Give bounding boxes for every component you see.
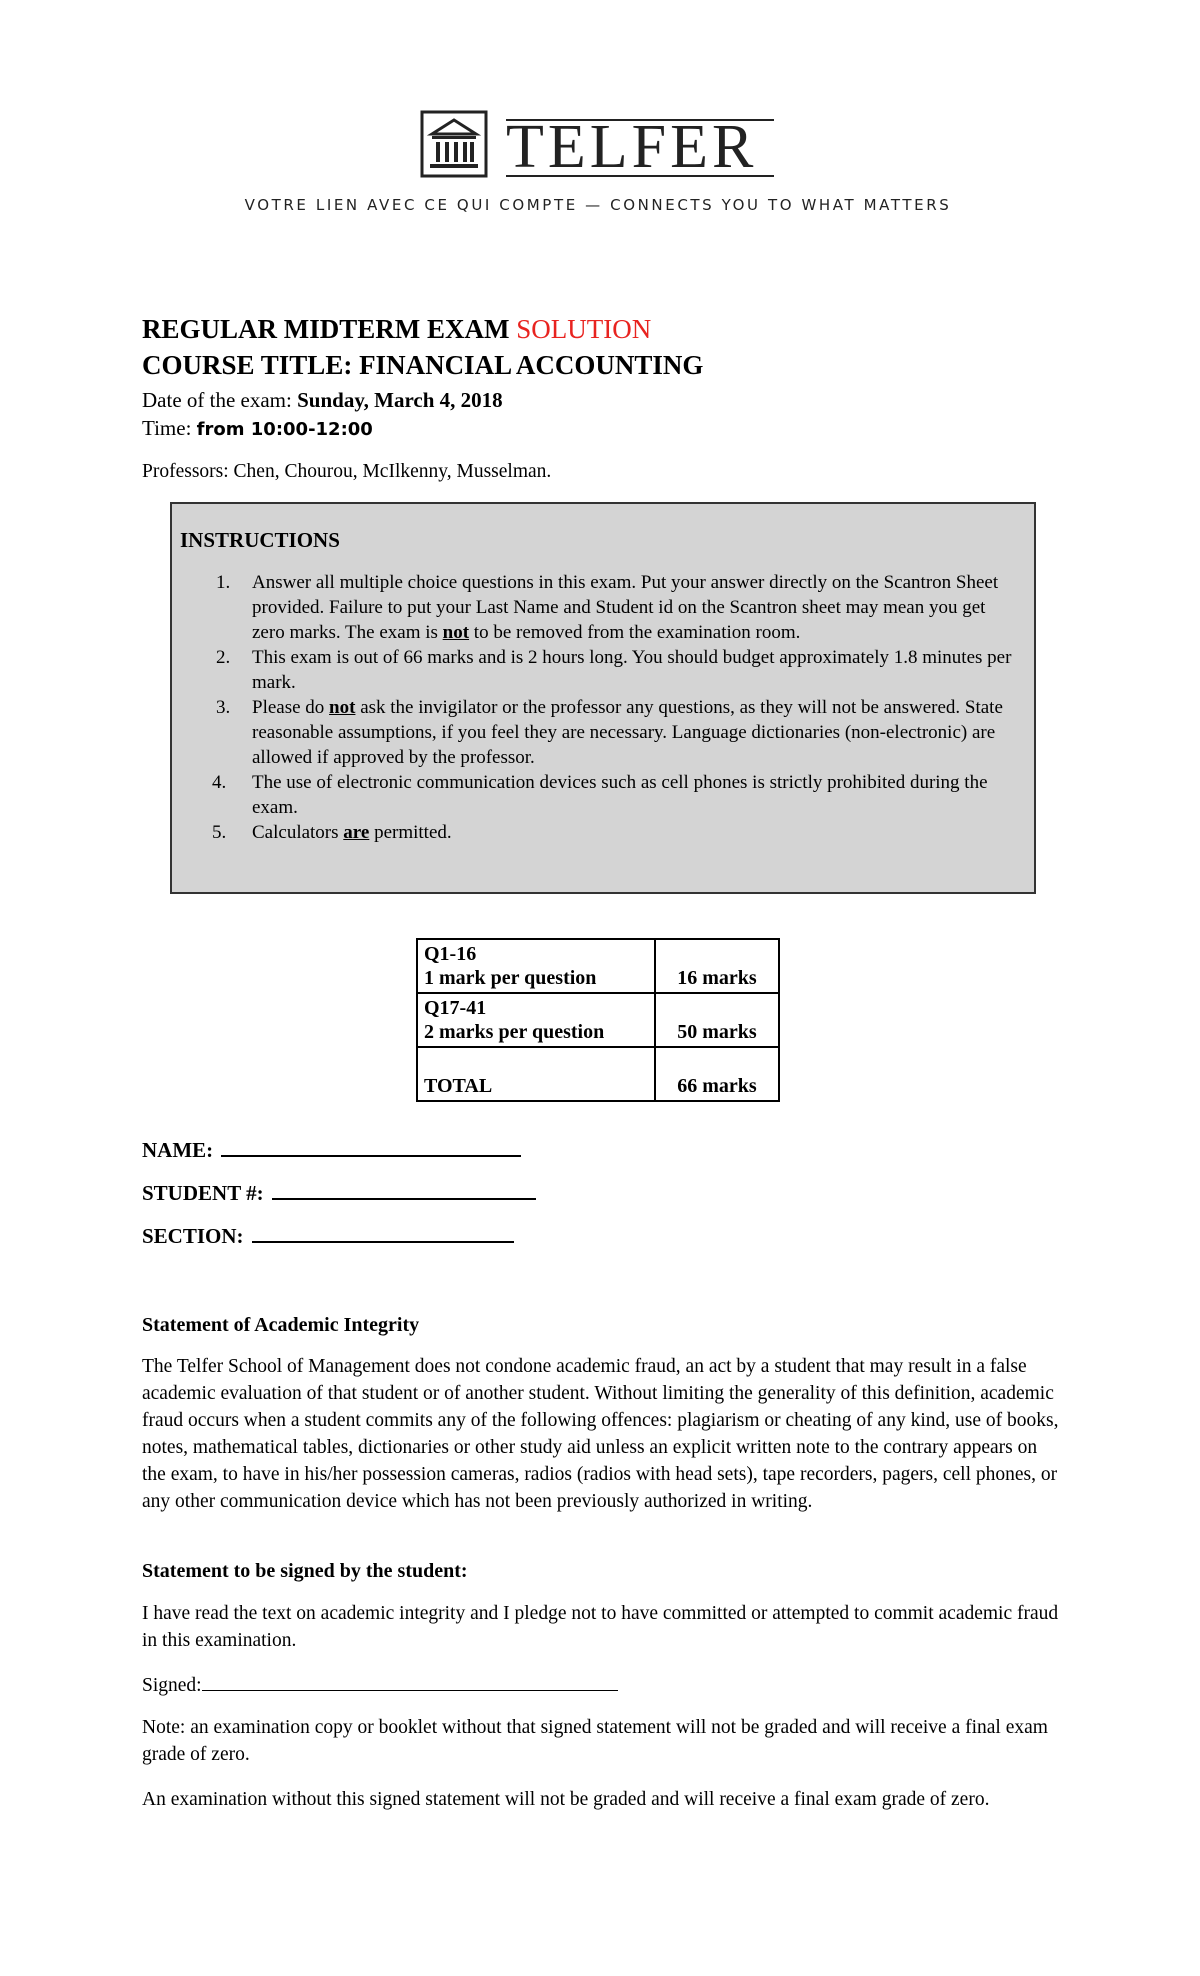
final-note: An examination without this signed statement will not be graded and will receive a final exam grade of zero. [142, 1789, 990, 1810]
instruction-number: 4. [212, 772, 227, 793]
table-row [417, 1047, 779, 1101]
instruction-item-2 [180, 645, 1020, 695]
signature-blank[interactable] [202, 1672, 618, 1691]
row-range: Q1-16 [424, 943, 477, 965]
instruction-emphasis: not [442, 622, 470, 643]
student-blank[interactable] [272, 1180, 536, 1200]
telfer-logo-text: TELFER [506, 113, 758, 181]
row-desc: 1 mark per question [424, 967, 597, 989]
instruction-text: This exam is out of 66 marks and is 2 hours long. You should budget approximately 1.8 minutes per mark. [252, 647, 1012, 693]
instruction-number: 5. [212, 822, 227, 843]
section-field [142, 1222, 514, 1250]
student-label: STUDENT #: [142, 1181, 264, 1205]
section-blank[interactable] [252, 1223, 514, 1243]
exam-title-solution: SOLUTION [516, 314, 652, 344]
name-label: NAME: [142, 1138, 214, 1162]
table-cell-marks: 16 marks [655, 939, 779, 993]
name-blank[interactable] [221, 1137, 521, 1157]
table-cell [417, 1047, 655, 1101]
name-field [142, 1136, 521, 1164]
instruction-number: 2. [216, 647, 231, 668]
table-cell [417, 993, 655, 1047]
exam-date-value: Sunday, March 4, 2018 [297, 388, 503, 412]
instruction-text: The use of electronic communication devices such as cell phones is strictly prohibited during the exam. [252, 772, 988, 818]
instruction-emphasis: are [343, 822, 370, 843]
table-cell-marks: 66 marks [655, 1047, 779, 1101]
note: Note: an examination copy or booklet without that signed statement will not be graded and will receive a final exam grade of zero. [142, 1717, 1048, 1765]
exam-title-prefix: REGULAR MIDTERM EXAM [142, 314, 510, 344]
instruction-text: Calculators [252, 822, 344, 843]
table-row [417, 993, 779, 1047]
exam-time-label: Time: [142, 416, 192, 440]
row-range: Q17-41 [424, 997, 487, 1019]
instruction-number: 3. [216, 697, 231, 718]
exam-date [142, 386, 503, 414]
instruction-text: Answer all multiple choice questions in this exam. Put your answer directly on the Scantron Sheet provided. Failure to put your Last Name and Student id on the Scantron sheet may mean you get zero marks. The exam is [252, 572, 999, 643]
signed-line [142, 1672, 1062, 1699]
instruction-item-4 [180, 770, 1020, 820]
exam-title [142, 312, 651, 346]
instruction-item-3 [180, 695, 1020, 770]
table-cell [417, 939, 655, 993]
student-field [142, 1179, 536, 1207]
instruction-text: to be removed from the examination room. [469, 622, 801, 643]
exam-time [142, 414, 373, 444]
sign-heading: Statement to be signed by the student: [142, 1560, 468, 1582]
instruction-text: ask the invigilator or the professor any questions, as they will not be answered. State reasonable assumptions, if you feel they are necessary. Language dictionaries (non-electronic) are allowed if approved by the professor. [252, 697, 1003, 768]
row-desc: 2 marks per question [424, 1021, 605, 1043]
instruction-item-5 [180, 820, 1020, 845]
course-title: COURSE TITLE: FINANCIAL ACCOUNTING [142, 350, 704, 380]
integrity-body: The Telfer School of Management does not condone academic fraud, an act by a student that may result in a false academic evaluation of that student or of another student. Without limiting the generality of this definition, academic fraud occurs when a student commits any of the following offences: plagiarism or cheating of any kind, use of books, notes, mathematical tables, dictionaries or other study aid unless an explicit written note to the contrary appears on the exam, to have in his/her possession cameras, radios (radios with head sets), tape recorders, pagers, cell phones, or any other communication device which has not been previously authorized in writing. [142, 1356, 1059, 1512]
pledge: I have read the text on academic integrity and I pledge not to have committed or attempted to commit academic fraud in this examination. [142, 1603, 1059, 1651]
marks-table [416, 938, 780, 1102]
instruction-number: 1. [216, 572, 231, 593]
instruction-text: Please do [252, 697, 330, 718]
tagline: VOTRE LIEN AVEC CE QUI COMPTE — CONNECTS YOU TO WHAT MATTERS [244, 196, 952, 214]
table-row [417, 939, 779, 993]
integrity-heading: Statement of Academic Integrity [142, 1314, 420, 1336]
section-label: SECTION: [142, 1224, 244, 1248]
instruction-text: permitted. [369, 822, 452, 843]
instruction-item-1 [180, 570, 1020, 645]
instructions-title: INSTRUCTIONS [180, 528, 340, 552]
professors: Professors: Chen, Chourou, McIlkenny, Musselman. [142, 461, 552, 482]
table-cell-marks: 50 marks [655, 993, 779, 1047]
signed-label: Signed: [142, 1675, 202, 1696]
exam-date-label: Date of the exam: [142, 388, 292, 412]
row-desc: TOTAL [424, 1075, 493, 1097]
instruction-emphasis: not [329, 697, 356, 718]
instructions-list [180, 570, 1020, 845]
row-range [424, 1050, 648, 1074]
exam-time-value: from 10:00-12:00 [196, 419, 373, 440]
